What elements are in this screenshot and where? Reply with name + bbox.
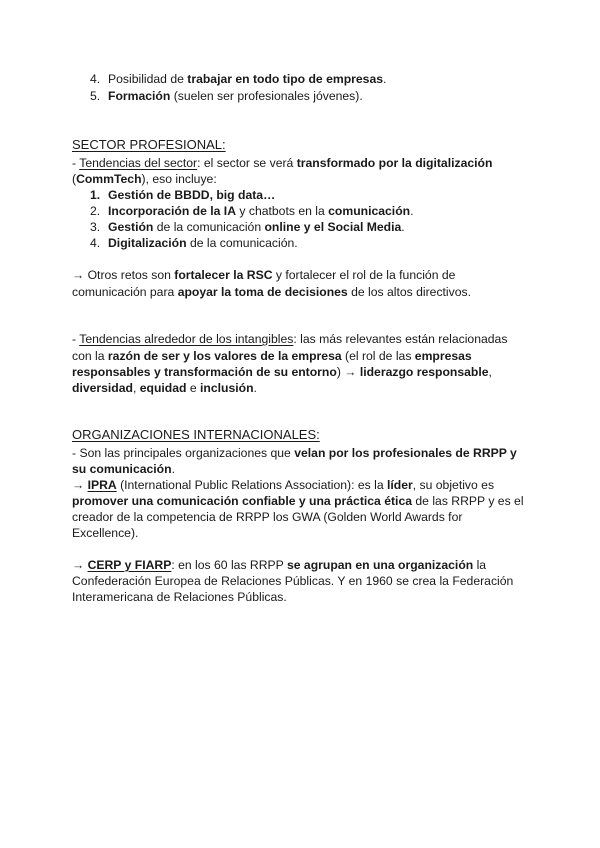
text-run: : el sector se verá	[197, 156, 297, 170]
text-run: Tendencias del sector	[79, 156, 198, 170]
text-run: (	[72, 172, 77, 186]
text-run: líder	[387, 478, 413, 492]
text-run: velan por los profesionales de RRPP y	[294, 446, 517, 460]
text-run: ,	[488, 365, 492, 379]
text-run: .	[383, 72, 387, 86]
text-run: y fortalecer el rol de la función de	[272, 268, 456, 282]
ipra-line-4	[72, 525, 138, 541]
intangibles-line-1	[72, 331, 507, 347]
list-number: 1.	[90, 188, 101, 202]
sector-list-item-3	[90, 219, 405, 235]
list-item-top-4	[90, 71, 386, 87]
text-run: Digitalización	[108, 236, 187, 250]
text-run: Incorporación de la IA	[108, 204, 236, 218]
text-run: Interamericana de Relaciones Públicas.	[72, 590, 287, 604]
text-run: comunicación para	[72, 285, 178, 299]
text-run: con la	[72, 349, 108, 363]
text-run: trabajar en todo tipo de empresas	[187, 72, 384, 86]
text-run: .	[410, 204, 414, 218]
text-run: - Son las principales organizaciones que	[72, 446, 295, 460]
text-run: fortalecer la RSC	[174, 268, 273, 282]
list-item-top-5	[90, 88, 363, 104]
text-run: .	[171, 462, 175, 476]
sector-intro-line-1	[72, 155, 492, 171]
list-item-text	[108, 220, 405, 234]
text-run: se agrupan en una organización	[286, 558, 474, 572]
text-run: IPRA	[87, 478, 117, 492]
text-run: empresas	[414, 349, 472, 363]
text-run: : en los 60 las RRPP	[171, 558, 287, 572]
text-run: : las más relevantes están relacionadas	[293, 332, 508, 346]
text-run: inclusión	[200, 381, 254, 395]
retos-line-1	[72, 267, 455, 283]
sector-list-item-1	[90, 187, 275, 203]
text-run: -	[72, 332, 80, 346]
text-run: de la comunicación.	[186, 236, 298, 250]
text-run: promover una comunicación confiable y una práctica ética	[72, 494, 412, 508]
list-item-text	[108, 72, 386, 86]
text-run: Confederación Europea de Relaciones Públicas. Y en 1960 se crea la Federación	[72, 574, 514, 588]
text-run: (suelen ser profesionales jóvenes).	[170, 89, 363, 103]
text-run: transformado por la digitalización	[296, 156, 493, 170]
sector-list-item-2	[90, 203, 413, 219]
text-run: →	[72, 478, 88, 492]
cerp-line-3	[72, 589, 287, 605]
list-item-text	[108, 188, 275, 202]
list-item-text	[108, 89, 363, 103]
text-run: creador de la competencia de RRPP los GWA (Golden World Awards for	[72, 510, 463, 524]
text-run: CommTech	[76, 172, 142, 186]
text-run: ), eso incluye:	[141, 172, 217, 186]
list-number: 4.	[90, 72, 101, 86]
text-run: Gestión	[108, 220, 154, 234]
text-run: y chatbots en la	[236, 204, 329, 218]
ipra-line-1	[72, 477, 494, 493]
text-run: → Otros retos son	[72, 268, 175, 282]
text-run: razón de ser y los valores de la empresa	[107, 349, 342, 363]
text-run: (el rol de las	[341, 349, 415, 363]
ipra-line-3	[72, 509, 462, 525]
text-run: CERP y FIARP	[87, 558, 172, 572]
list-item-text	[108, 204, 413, 218]
text-run: comunicación	[328, 204, 411, 218]
list-number: 2.	[90, 204, 101, 218]
text-run: -	[72, 156, 80, 170]
orgs-para1-line-2	[72, 461, 175, 477]
ipra-line-2	[72, 493, 524, 509]
text-run: de las RRPP y es el	[412, 494, 524, 508]
text-run: Tendencias alrededor de los intangibles	[79, 332, 294, 346]
text-run: e	[186, 381, 201, 395]
orgs-para1-line-1	[72, 445, 517, 461]
sector-intro-line-2	[72, 171, 217, 187]
text-run: equidad	[139, 381, 187, 395]
text-run: apoyar la toma de decisiones	[177, 285, 348, 299]
text-run: ,	[132, 381, 140, 395]
intangibles-line-2	[72, 348, 472, 364]
text-run: responsables y transformación de su entorno	[72, 365, 337, 379]
text-run: .	[253, 381, 257, 395]
text-run: Excellence).	[72, 526, 139, 540]
list-number: 5.	[90, 89, 101, 103]
text-run: , su objetivo es	[412, 478, 495, 492]
text-run: online y el Social Media	[264, 220, 402, 234]
retos-line-2	[72, 284, 471, 300]
text-run: ) →	[336, 365, 360, 379]
text-run: Posibilidad de	[108, 72, 188, 86]
text-run: la	[473, 558, 487, 572]
section-heading-organizaciones: ORGANIZACIONES INTERNACIONALES:	[72, 427, 320, 442]
text-run: Formación	[108, 89, 171, 103]
list-item-text	[108, 236, 298, 250]
cerp-line-1	[72, 557, 486, 573]
section-heading-sector-profesional: SECTOR PROFESIONAL:	[72, 137, 226, 152]
text-run: liderazgo responsable	[359, 365, 489, 379]
intangibles-line-4	[72, 380, 257, 396]
text-run: su comunicación	[72, 462, 172, 476]
text-run: diversidad	[72, 381, 133, 395]
cerp-line-2	[72, 573, 513, 589]
text-run: de los altos directivos.	[347, 285, 471, 299]
sector-list-item-4	[90, 235, 298, 251]
list-number: 3.	[90, 220, 101, 234]
text-run: de la comunicación	[153, 220, 265, 234]
text-run: .	[401, 220, 405, 234]
intangibles-line-3	[72, 364, 492, 380]
text-run: Gestión de BBDD, big data…	[108, 188, 276, 202]
list-number: 4.	[90, 236, 101, 250]
text-run: →	[72, 558, 88, 572]
text-run: (International Public Relations Association): es la	[116, 478, 387, 492]
